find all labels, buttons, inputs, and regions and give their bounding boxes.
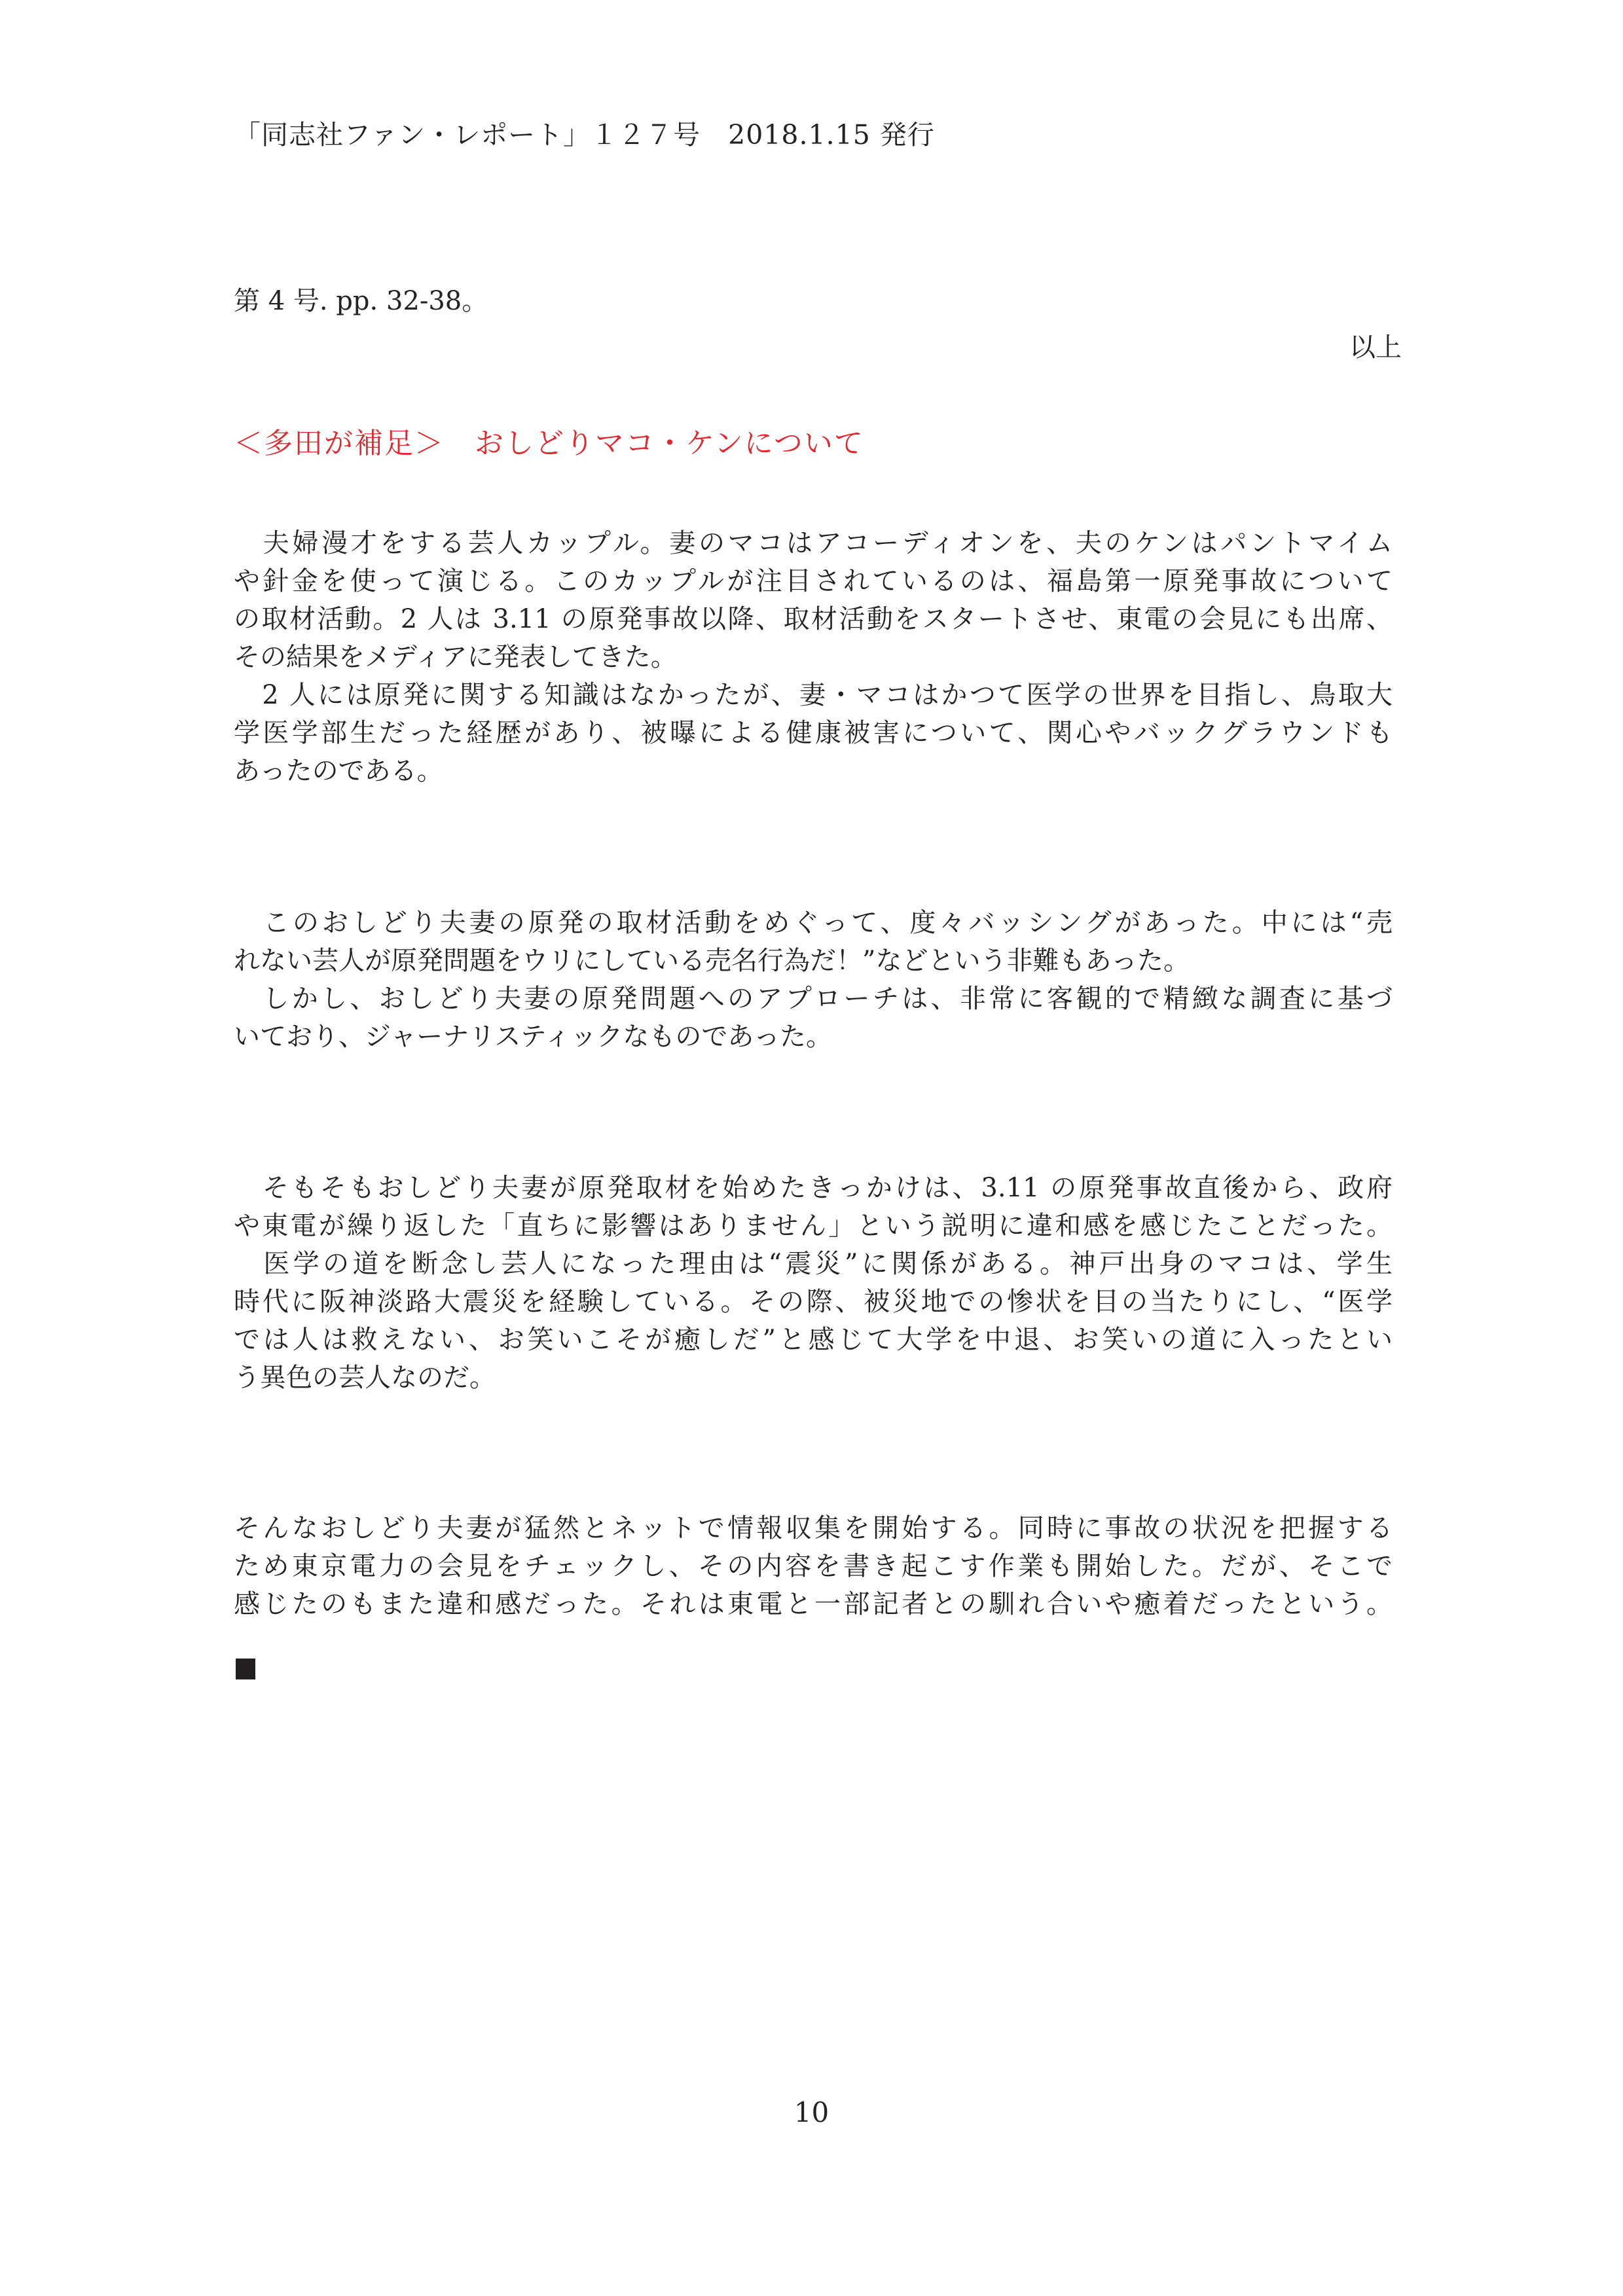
- paragraph-4: [234, 980, 1393, 1056]
- paragraph-line: では人は救えない、お笑いこそが癒しだ”と感じて大学を中退、お笑いの道に入ったとい: [234, 1325, 1393, 1355]
- page-number: 10: [793, 2096, 830, 2128]
- end-of-article-square-icon: [236, 1659, 255, 1679]
- paragraph-line: ため東京電力の会見をチェックし、その内容を書き起こす作業も開始した。だが、そこで: [234, 1551, 1393, 1581]
- paragraph-line: や東電が繰り返した「直ちに影響はありません」という説明に違和感を感じたことだった。: [234, 1211, 1393, 1241]
- paragraph-6: [234, 1245, 1393, 1397]
- paragraph-line: の取材活動。2 人は 3.11 の原発事故以降、取材活動をスタートさせ、東電の会見にも出席、: [234, 604, 1393, 634]
- paragraph-line: しかし、おしどり夫妻の原発問題へのアプローチは、非常に客観的で精緻な調査に基づ: [234, 984, 1393, 1014]
- publication-header: 「同志社ファン・レポート」１２７号 2018.1.15 発行: [234, 119, 935, 151]
- paragraph-line: 時代に阪神淡路大震災を経験している。その際、被災地での惨状を目の当たりにし、“医学: [234, 1287, 1393, 1317]
- paragraph-3: [234, 904, 1393, 980]
- paragraph-line: その結果をメディアに発表してきた。: [234, 642, 677, 672]
- paragraph-line: 夫婦漫才をする芸人カップル。妻のマコはアコーディオンを、夫のケンはパントマイム: [234, 528, 1393, 558]
- paragraph-line: 医学の道を断念し芸人になった理由は“震災”に関係がある。神戸出身のマコは、学生: [234, 1249, 1393, 1279]
- paragraph-line: 学医学部生だった経歴があり、被曝による健康被害について、関心やバックグラウンドも: [234, 718, 1393, 748]
- reference-continuation: 第 4 号. pp. 32-38。: [234, 286, 488, 316]
- paragraph-1: [234, 524, 1393, 676]
- paragraph-line: 2 人には原発に関する知識はなかったが、妻・マコはかつて医学の世界を目指し、鳥取大: [234, 680, 1393, 710]
- closing-mark: 以上: [1349, 332, 1402, 363]
- paragraph-line: そんなおしどり夫妻が猛然とネットで情報収集を開始する。同時に事故の状況を把握する: [234, 1513, 1393, 1543]
- paragraph-line: そもそもおしどり夫妻が原発取材を始めたきっかけは、3.11 の原発事故直後から、政府: [234, 1173, 1393, 1203]
- paragraph-line: 感じたのもまた違和感だった。それは東電と一部記者との馴れ合いや癒着だったという。: [234, 1589, 1393, 1619]
- paragraph-line: いており、ジャーナリスティックなものであった。: [234, 1022, 832, 1052]
- paragraph-2: [234, 676, 1393, 790]
- paragraph-line: このおしどり夫妻の原発の取材活動をめぐって、度々バッシングがあった。中には“売: [234, 908, 1393, 938]
- paragraph-line: う異色の芸人なのだ。: [234, 1363, 496, 1393]
- section-heading: ＜多田が補足＞ おしどりマコ・ケンについて: [234, 427, 864, 460]
- paragraph-line: れない芸人が原発問題をウリにしている売名行為だ！”などという非難もあった。: [234, 946, 1190, 976]
- paragraph-line: や針金を使って演じる。このカップルが注目されているのは、福島第一原発事故について: [234, 566, 1393, 596]
- paragraph-5: [234, 1169, 1393, 1245]
- paragraph-line: あったのである。: [234, 756, 443, 786]
- paragraph-7: [234, 1509, 1393, 1623]
